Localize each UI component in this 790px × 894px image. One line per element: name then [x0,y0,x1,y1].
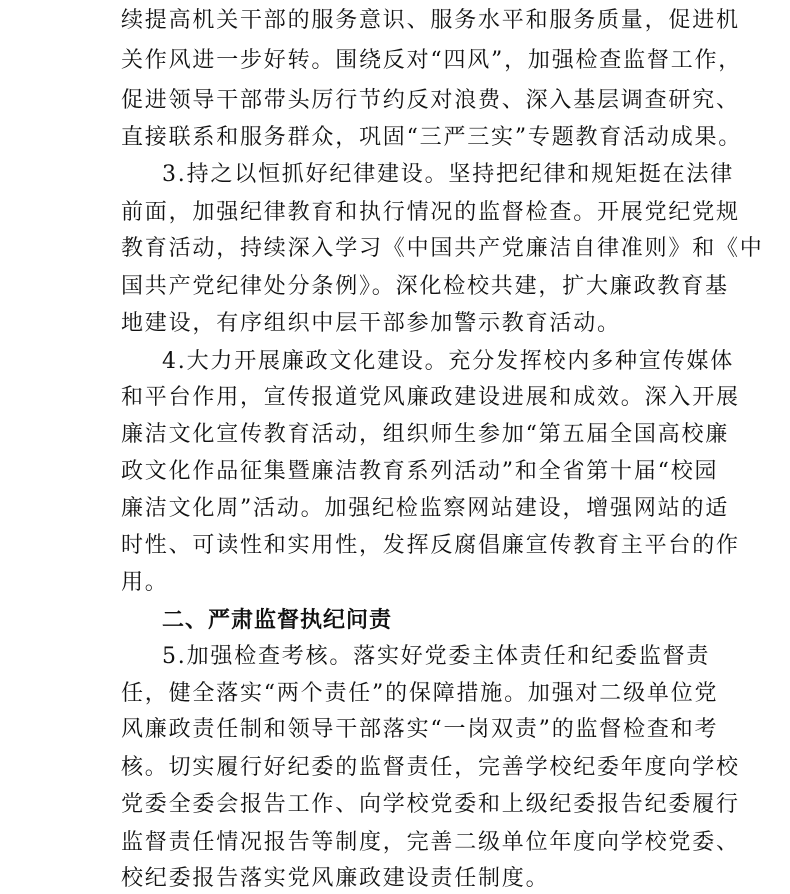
text-line: 核。切实履行好纪委的监督责任，完善学校纪委年度向学校 [121,755,740,780]
text-line: 关作风进一步好转。围绕反对“四风”，加强检查监督工作， [121,48,743,73]
paragraph-first-line: 5.加强检查考核。落实好党委主体责任和纪委监督责 [162,644,711,669]
text-line: 监督责任情况报告等制度，完善二级单位年度向学校党委、 [121,830,740,855]
text-line: 任，健全落实“两个责任”的保障措施。加强对二级单位党 [121,681,719,706]
text-line: 党委全委会报告工作、向学校党委和上级纪委报告纪委履行 [121,792,740,817]
text-line: 廉洁文化宣传教育活动，组织师生参加“第五届全国高校廉 [121,422,730,447]
text-line: 风廉政责任制和领导干部落实“一岗双责”的监督检查和考 [121,717,719,742]
paragraph-first-line: 3.持之以恒抓好纪律建设。坚持把纪律和规矩挺在法律 [162,162,734,187]
text-line: 廉洁文化周”活动。加强纪检监察网站建设，增强网站的适 [121,496,730,521]
text-line: 直接联系和服务群众，巩固“三严三实”专题教育活动成果。 [121,125,743,150]
text-line: 时性、可读性和实用性，发挥反腐倡廉宣传教育主平台的作 [121,533,740,558]
text-line: 用。 [121,570,169,595]
text-line: 前面，加强纪律教育和执行情况的监督检查。开展党纪党规 [121,200,740,225]
text-line: 地建设，有序组织中层干部参加警示教育活动。 [121,311,621,336]
paragraph-first-line: 4.大力开展廉政文化建设。充分发挥校内多种宣传媒体 [162,349,734,374]
text-line: 促进领导干部带头厉行节约反对浪费、深入基层调查研究、 [121,88,740,113]
text-line: 校纪委报告落实党风廉政建设责任制度。 [121,866,550,891]
text-line: 国共产党纪律处分条例》。深化检校共建，扩大廉政教育基 [121,274,729,299]
section-heading: 二、严肃监督执纪问责 [162,608,393,633]
text-line: 教育活动，持续深入学习《中国共产党廉洁自律准则》和《中 [121,236,764,261]
text-line: 政文化作品征集暨廉洁教育系列活动”和全省第十届“校园 [121,459,719,484]
text-line: 和平台作用，宣传报道党风廉政建设进展和成效。深入开展 [121,385,740,410]
text-line: 续提高机关干部的服务意识、服务水平和服务质量，促进机 [121,8,740,33]
